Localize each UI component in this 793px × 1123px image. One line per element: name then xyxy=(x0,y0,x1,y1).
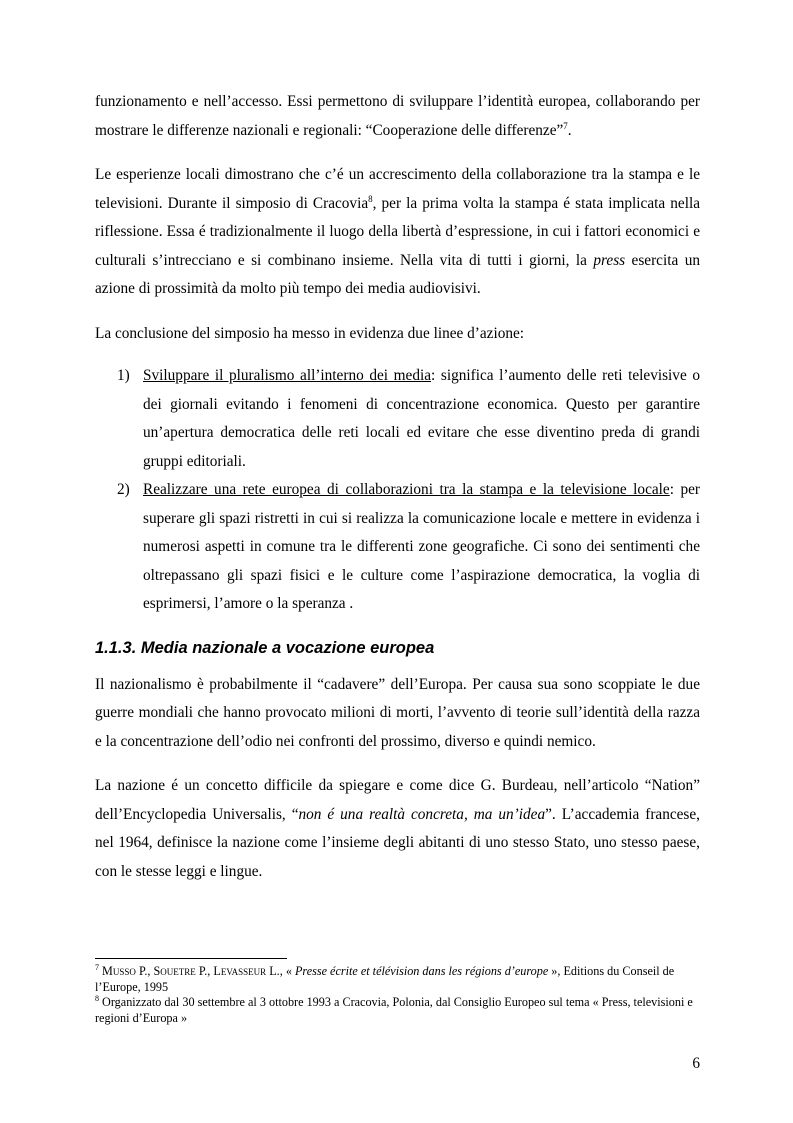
paragraph-local-experiences: Le esperienze locali dimostrano che c’é un accrescimento della collaborazione tra la stampa e le televisioni. Durante il simposio di Cracovia$^8$, per la prima volta la stampa é stata implicata nella riflessione. Essa é tradizionalmente il luogo della libertà d’espressione, in cui i fattori economici e culturali s’intrecciano e si combinano insieme. Nella vita di tutti i giorni, la press esercita un azione di prossimità da molto più tempo dei media audiovisivi. xyxy=(95,166,700,297)
list-item: 1) Sviluppare il pluralismo all’interno dei media: significa l’aumento delle reti televisive o dei giornali evitando i fenomeni di concentrazione economica. Questo per garantire un’apertura democratica delle reti locali ed evitare che esse diventino preda di grandi gruppi editoriali. xyxy=(95,362,700,476)
footnotes xyxy=(95,958,700,1026)
footnote-authors: Musso P., Souetre P., Levasseur L. xyxy=(102,964,280,978)
list-number: 2) xyxy=(117,481,130,498)
list-item: 2) Realizzare una rete europea di collaborazioni tra la stampa e la televisione locale: per superare gli spazi ristretti in cui si realizza la comunicazione locale e mettere in evidenza i numerosi aspetti in comune tra le differenti zone geografiche. Ci sono dei sentimenti che oltrepassano gli spazi fisici e le culture come l’aspirazione democratica, la voglia di esprimersi, l’amore o la speranza . xyxy=(95,476,700,619)
footnote-7: $^7$ Musso P., Souetre P., Levasseur L., « Presse écrite et télévision dans les régions d’europe », Editions du Conseil de l’Europe, 1995 xyxy=(95,962,675,994)
paragraph-nation-definition: La nazione é un concetto difficile da spiegare e come dice G. Burdeau, nell’articolo “Nation” dell’Encyclopedia Universalis, “non é una realtà concreta, ma un’idea”. L’accademia francese, nel 1964, definisce la nazione come l’insieme degli abitanti di uno stesso Stato, uno stesso paese, con le stesse leggi e lingue. xyxy=(95,777,701,880)
paragraph-conclusion: La conclusione del simposio ha messo in evidenza due linee d’azione: xyxy=(95,324,525,342)
footnote-ref-7[interactable]: 7 xyxy=(563,120,568,131)
section-heading: 1.1.3. Media nazionale a vocazione europea xyxy=(95,638,435,657)
action-title: Sviluppare il pluralismo all’interno dei media xyxy=(143,367,432,384)
footnote-divider xyxy=(95,958,287,959)
paragraph-cooperation: funzionamento e nell’accesso. Essi permettono di sviluppare l’identità europea, collaborando per mostrare le differenze nazionali e regionali: “Cooperazione delle differenze”$^7$. xyxy=(95,93,700,139)
action-list xyxy=(95,362,700,619)
paragraph-nationalism: Il nazionalismo è probabilmente il “cadavere” dell’Europa. Per causa sua sono scoppiate le due guerre mondiali che hanno provocato milioni di morti, l’avvento di teorie sull’identità della razza e la concentrazione dell’odio nei confronti del prossimo, diverso e quindi nemico. xyxy=(95,675,700,750)
footnote-title: Presse écrite et télévision dans les régions d’europe xyxy=(294,964,549,978)
action-title: Realizzare una rete europea di collaborazioni tra la stampa e la televisione locale xyxy=(143,481,670,498)
page-body xyxy=(95,88,700,886)
footnote-ref-8[interactable]: 8 xyxy=(368,193,373,204)
list-number: 1) xyxy=(117,367,130,384)
page-number: 6 xyxy=(692,1055,700,1072)
footnote-8: $^8$ Organizzato dal 30 settembre al 3 ottobre 1993 a Cracovia, Polonia, dal Consiglio Europeo sul tema « Press, televisioni e regioni d’Europa » xyxy=(95,993,693,1025)
